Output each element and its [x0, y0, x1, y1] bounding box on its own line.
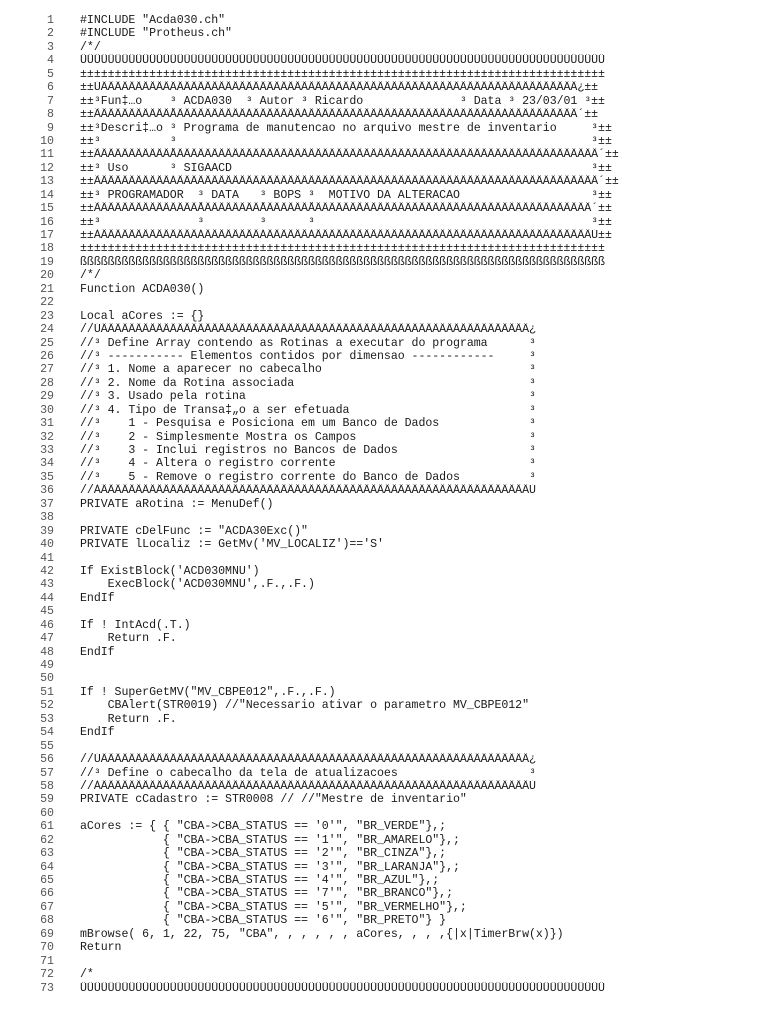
code-line — [0, 538, 768, 551]
code-line — [0, 377, 768, 390]
line-text: //ÚÄÄÄÄÄÄÄÄÄÄÄÄÄÄÄÄÄÄÄÄÄÄÄÄÄÄÄÄÄÄÄÄÄÄÄÄÄÄÄÄÄÄÄÄÄÄÄÄÄÄÄÄÄÄÄÄÄÄÄÄÄÄ¿ — [80, 323, 536, 337]
line-number: 53 — [40, 712, 54, 726]
line-text — [80, 807, 768, 820]
code-line — [0, 928, 768, 941]
line-text: #INCLUDE "Acda030.ch" — [80, 14, 226, 27]
code-line — [0, 148, 768, 161]
line-text: //ÚÄÄÄÄÄÄÄÄÄÄÄÄÄÄÄÄÄÄÄÄÄÄÄÄÄÄÄÄÄÄÄÄÄÄÄÄÄÄÄÄÄÄÄÄÄÄÄÄÄÄÄÄÄÄÄÄÄÄÄÄÄÄ¿ — [80, 753, 536, 767]
code-line — [0, 498, 768, 511]
code-line — [0, 323, 768, 336]
line-number: 30 — [40, 403, 54, 417]
line-number: 14 — [40, 188, 54, 202]
line-text: ±±³ PROGRAMADOR ³ DATA ³ BOPS ³ MOTIVO DA ALTERACAO ³±± — [80, 188, 612, 202]
code-line — [0, 847, 768, 860]
line-number: 11 — [40, 148, 54, 162]
code-line — [0, 699, 768, 712]
line-number: 9 — [47, 121, 54, 135]
line-number: 37 — [40, 497, 54, 511]
line-number: 68 — [40, 914, 54, 928]
code-line — [0, 390, 768, 403]
line-number: 8 — [47, 108, 54, 122]
line-number: 43 — [40, 578, 54, 592]
line-text: ±±ÀÄÄÄÄÄÄÄÄÄÄÄÄÄÄÁÄÄÄÄÄÄÄÄÁÄÄÄÄÄÄÁÄÄÄÄÄÄÄÄÄÄÄÄÄÄÄÄÄÄÄÄÄÄÄÄÄÄÄÄÄÄÄÄÄÄÄÄÄÄÄÄÙ±± — [80, 229, 612, 242]
line-text: mBrowse( 6, 1, 22, 75, "CBA", , , , , , aCores, , , ,{|x|TimerBrw(x)}) — [80, 927, 564, 941]
code-line — [0, 632, 768, 645]
line-number: 21 — [40, 282, 54, 296]
line-number: 24 — [40, 323, 54, 337]
line-number: 52 — [40, 699, 54, 713]
code-line — [0, 726, 768, 739]
line-number: 64 — [40, 860, 54, 874]
line-number: 35 — [40, 470, 54, 484]
line-text — [80, 740, 768, 753]
line-text: Local aCores := {} — [80, 309, 205, 323]
line-text: ±±ÃÄÄÄÄÄÄÄÄÄÄÅÄÄÄÄÄÄÄÄÄÄÁÄÄÄÄÄÄÄÁÄÄÄÄÄÄÄÄÄÄÄÄÄÄÄÄÄÄÄÄÄÁÄÄÄÄÄÄÁÄÄÄÄÄÄÄÄÄÄ´±± — [80, 108, 599, 122]
line-number: 31 — [40, 417, 54, 431]
code-line — [0, 471, 768, 484]
code-line — [0, 874, 768, 887]
code-line — [0, 310, 768, 323]
line-number: 10 — [40, 134, 54, 148]
code-line — [0, 81, 768, 94]
code-line — [0, 982, 768, 995]
line-text: CBAlert(STR0019) //"Necessario ativar o parametro MV_CBPE012" — [80, 699, 529, 713]
line-text: { "CBA->CBA_STATUS == '2'", "BR_CINZA"},; — [80, 847, 447, 861]
line-number: 28 — [40, 376, 54, 390]
line-text: //³ 1. Nome a aparecer no cabecalho ³ — [80, 363, 536, 377]
line-number: 49 — [40, 659, 54, 672]
line-text: ±±±±±±±±±±±±±±±±±±±±±±±±±±±±±±±±±±±±±±±±±±±±±±±±±±±±±±±±±±±±±±±±±±±±±±±±±±±± — [80, 242, 605, 256]
code-line — [0, 968, 768, 981]
line-number: 60 — [40, 806, 54, 820]
line-text: ±±³ ³ ³±± — [80, 134, 612, 148]
line-text: //ÀÄÄÄÄÄÄÄÄÄÄÄÄÄÄÄÄÄÄÄÄÄÄÄÄÄÄÄÄÄÄÄÄÄÄÄÄÄÄÄÄÄÄÄÄÄÄÄÄÄÄÄÄÄÄÄÄÄÄÄÄÄÄÙ — [80, 484, 536, 498]
line-number: 3 — [47, 40, 54, 54]
code-line — [0, 431, 768, 444]
line-number: 50 — [40, 672, 54, 686]
line-text: //³ 4. Tipo de Transa‡„o a ser efetuada ³ — [80, 403, 536, 417]
line-number: 63 — [40, 847, 54, 861]
line-text: //³ 3. Usado pela rotina ³ — [80, 390, 536, 404]
code-line — [0, 68, 768, 81]
line-text: ±±±±±±±±±±±±±±±±±±±±±±±±±±±±±±±±±±±±±±±±±±±±±±±±±±±±±±±±±±±±±±±±±±±±±±±±±±±± — [80, 67, 605, 81]
code-line — [0, 525, 768, 538]
line-number: 72 — [40, 968, 54, 982]
line-text: //³ 2 - Simplesmente Mostra os Campos ³ — [80, 430, 536, 444]
line-number: 71 — [40, 954, 54, 968]
line-number: 6 — [47, 81, 54, 95]
line-text: Return .F. — [80, 632, 177, 646]
line-text: //³ Define o cabecalho da tela de atualizacoes ³ — [80, 766, 536, 780]
line-number: 29 — [40, 390, 54, 404]
line-number: 45 — [40, 605, 54, 619]
line-text: ±±³ ³ ³ ³ ³±± — [80, 215, 612, 229]
line-number: 59 — [40, 793, 54, 807]
code-line — [0, 767, 768, 780]
line-text: /* — [80, 968, 94, 982]
line-text: ExecBlock('ACD030MNU',.F.,.F.) — [80, 578, 315, 592]
code-line — [0, 162, 768, 175]
line-number: 34 — [40, 457, 54, 471]
code-line — [0, 404, 768, 417]
line-number: 5 — [47, 67, 54, 81]
line-text: //ÀÄÄÄÄÄÄÄÄÄÄÄÄÄÄÄÄÄÄÄÄÄÄÄÄÄÄÄÄÄÄÄÄÄÄÄÄÄÄÄÄÄÄÄÄÄÄÄÄÄÄÄÄÄÄÄÄÄÄÄÄÄÄÙ — [80, 779, 536, 793]
line-text — [80, 552, 768, 565]
line-text: PRIVATE aRotina := MenuDef() — [80, 497, 274, 511]
code-line — [0, 740, 768, 753]
line-number: 27 — [40, 363, 54, 377]
line-number: 1 — [47, 14, 54, 27]
code-line — [0, 713, 768, 726]
line-text: If ExistBlock('ACD030MNU') — [80, 564, 260, 578]
code-line — [0, 780, 768, 793]
line-number: 44 — [40, 591, 54, 605]
code-line — [0, 955, 768, 968]
line-number: 20 — [40, 269, 54, 283]
code-line — [0, 578, 768, 591]
code-line — [0, 363, 768, 376]
line-number: 19 — [40, 255, 54, 269]
line-number: 46 — [40, 618, 54, 632]
code-line — [0, 552, 768, 565]
line-number: 38 — [40, 511, 54, 525]
line-text: If ! IntAcd(.T.) — [80, 618, 191, 632]
line-number: 57 — [40, 766, 54, 780]
code-line — [0, 807, 768, 820]
line-text: PRIVATE cDelFunc := "ACDA30Exc()" — [80, 524, 308, 538]
line-number: 56 — [40, 753, 54, 767]
line-text: ±±ÃÄÄÄÄÄÄÄÄÄÄÅÄÄÄÄÄÄÄÄÄÄÄÄÄÄÄÄÄÄÄÄÄÄÄÄÄÄÄÄÄÄÄÄÄÄÄÄÄÄÄÄÄÄÄÄÄÄÄÄÄÄÄÄÄÄÄÄÄÄÄÄÄ´±± — [80, 148, 619, 162]
line-text: //³ 4 - Altera o registro corrente ³ — [80, 457, 536, 471]
line-number: 70 — [40, 941, 54, 955]
line-text — [80, 511, 768, 524]
code-line — [0, 605, 768, 618]
code-line — [0, 216, 768, 229]
line-text: //³ Define Array contendo as Rotinas a executar do programa ³ — [80, 336, 536, 350]
line-text: ±±ÃÄÄÄÄÄÄÄÄÄÄÁÄÄÄÄÄÄÄÄÄÄÄÄÄÄÄÄÄÄÄÄÄÄÄÄÄÄÄÄÄÄÄÄÄÄÄÄÄÄÄÄÄÄÄÄÄÄÄÄÄÄÄÄÄÄÄÄÄÄÄÄÄ´±± — [80, 175, 619, 189]
code-line — [0, 269, 768, 282]
line-text: { "CBA->CBA_STATUS == '5'", "BR_VERMELHO"},; — [80, 900, 467, 914]
line-number: 18 — [40, 242, 54, 256]
line-text: ±±³Descri‡…o ³ Programa de manutencao no arquivo mestre de inventario ³±± — [80, 121, 612, 135]
line-text: { "CBA->CBA_STATUS == '7'", "BR_BRANCO"},; — [80, 887, 453, 901]
code-line — [0, 350, 768, 363]
line-number: 12 — [40, 161, 54, 175]
line-text: #INCLUDE "Protheus.ch" — [80, 27, 232, 41]
line-text: { "CBA->CBA_STATUS == '4'", "BR_AZUL"},; — [80, 874, 440, 887]
line-number: 2 — [47, 27, 54, 41]
code-line — [0, 175, 768, 188]
line-text: Function ACDA030() — [80, 282, 205, 296]
line-text: Return .F. — [80, 712, 177, 726]
code-line — [0, 592, 768, 605]
line-text: /*/ — [80, 40, 101, 54]
line-text: EndIf — [80, 726, 115, 740]
line-text — [80, 296, 768, 309]
line-number: 26 — [40, 349, 54, 363]
code-line — [0, 296, 768, 309]
line-number: 32 — [40, 430, 54, 444]
line-number: 47 — [40, 632, 54, 646]
code-listing — [0, 14, 768, 995]
line-number: 48 — [40, 645, 54, 659]
code-line — [0, 242, 768, 255]
line-number: 4 — [47, 54, 54, 68]
line-number: 73 — [40, 981, 54, 995]
line-text: ±±³ Uso ³ SIGAACD ³±± — [80, 161, 612, 175]
line-text: EndIf — [80, 591, 115, 605]
line-number: 55 — [40, 739, 54, 753]
code-line — [0, 108, 768, 121]
line-number: 41 — [40, 551, 54, 565]
line-number: 51 — [40, 685, 54, 699]
line-text: ±±³Fun‡…o ³ ACDA030 ³ Autor ³ Ricardo ³ Data ³ 23/03/01 ³±± — [80, 94, 605, 108]
code-line — [0, 135, 768, 148]
code-line — [0, 619, 768, 632]
line-text — [80, 672, 768, 685]
code-line — [0, 484, 768, 497]
line-number: 25 — [40, 336, 54, 350]
line-number: 36 — [40, 484, 54, 498]
line-text: ÜÜÜÜÜÜÜÜÜÜÜÜÜÜÜÜÜÜÜÜÜÜÜÜÜÜÜÜÜÜÜÜÜÜÜÜÜÜÜÜÜÜÜÜÜÜÜÜÜÜÜÜÜÜÜÜÜÜÜÜÜÜÜÜÜÜÜÜÜÜÜÜÜÜÜÜ — [80, 54, 605, 68]
line-text: //³ ----------- Elementos contidos por dimensao ------------ ³ — [80, 349, 536, 363]
line-text: //³ 3 - Inclui registros no Bancos de Dados ³ — [80, 444, 536, 457]
code-line — [0, 753, 768, 766]
line-text: { "CBA->CBA_STATUS == '6'", "BR_PRETO"} } — [80, 914, 447, 928]
line-text: /*/ — [80, 269, 101, 283]
line-text: //³ 1 - Pesquisa e Posiciona em um Banco de Dados ³ — [80, 417, 536, 431]
code-line — [0, 189, 768, 202]
code-line — [0, 256, 768, 269]
code-line — [0, 565, 768, 578]
code-line — [0, 793, 768, 806]
line-text: //³ 5 - Remove o registro corrente do Banco de Dados ³ — [80, 470, 536, 484]
line-number: 22 — [40, 296, 54, 310]
line-number: 16 — [40, 215, 54, 229]
line-number: 13 — [40, 175, 54, 189]
line-number: 42 — [40, 564, 54, 578]
code-line — [0, 941, 768, 954]
line-number: 23 — [40, 309, 54, 323]
line-text: aCores := { { "CBA->CBA_STATUS == '0'", "BR_VERDE"},; — [80, 820, 447, 834]
line-text: Return — [80, 941, 122, 955]
code-line — [0, 646, 768, 659]
code-line — [0, 202, 768, 215]
line-number: 58 — [40, 779, 54, 793]
line-number: 62 — [40, 833, 54, 847]
code-line — [0, 95, 768, 108]
code-line — [0, 417, 768, 430]
code-line — [0, 834, 768, 847]
line-number: 61 — [40, 820, 54, 834]
code-line — [0, 122, 768, 135]
code-line — [0, 686, 768, 699]
line-number: 7 — [47, 94, 54, 108]
line-text: EndIf — [80, 645, 115, 659]
code-line — [0, 901, 768, 914]
code-line — [0, 444, 768, 457]
code-line — [0, 457, 768, 470]
code-line — [0, 27, 768, 40]
line-number: 65 — [40, 874, 54, 887]
line-text — [80, 659, 768, 672]
line-number: 15 — [40, 202, 54, 216]
line-number: 39 — [40, 524, 54, 538]
code-line — [0, 229, 768, 242]
code-line — [0, 659, 768, 672]
line-number: 54 — [40, 726, 54, 740]
line-text: ßßßßßßßßßßßßßßßßßßßßßßßßßßßßßßßßßßßßßßßßßßßßßßßßßßßßßßßßßßßßßßßßßßßßßßßßßßßß — [80, 255, 605, 269]
line-number: 67 — [40, 900, 54, 914]
line-text — [80, 955, 768, 968]
code-line — [0, 511, 768, 524]
code-line — [0, 672, 768, 685]
line-text: ÜÜÜÜÜÜÜÜÜÜÜÜÜÜÜÜÜÜÜÜÜÜÜÜÜÜÜÜÜÜÜÜÜÜÜÜÜÜÜÜÜÜÜÜÜÜÜÜÜÜÜÜÜÜÜÜÜÜÜÜÜÜÜÜÜÜÜÜÜÜÜÜÜÜÜÜ — [80, 981, 605, 995]
line-text — [80, 605, 768, 618]
code-line — [0, 861, 768, 874]
line-text: ±±ÚÄÄÄÄÄÄÄÄÄÄÂÄÄÄÄÄÄÄÄÄÄÂÄÄÄÄÄÄÄÂÄÄÄÄÄÄÄÄÄÄÄÄÄÄÄÄÄÄÄÄÄÂÄÄÄÄÄÄÂÄÄÄÄÄÄÄÄÄÄ¿±± — [80, 81, 599, 95]
line-number: 69 — [40, 927, 54, 941]
code-line — [0, 820, 768, 833]
line-text: PRIVATE lLocaliz := GetMv('MV_LOCALIZ')=='S' — [80, 538, 384, 552]
line-text: //³ 2. Nome da Rotina associada ³ — [80, 376, 536, 390]
line-number: 33 — [40, 444, 54, 457]
line-number: 66 — [40, 887, 54, 901]
line-text: { "CBA->CBA_STATUS == '3'", "BR_LARANJA"},; — [80, 860, 460, 874]
code-line — [0, 283, 768, 296]
code-line — [0, 887, 768, 900]
code-line — [0, 41, 768, 54]
code-line — [0, 54, 768, 67]
line-text: ±±ÃÄÄÄÄÄÄÄÄÄÄÄÄÄÄÅÄÄÄÄÄÄÄÄÅÄÄÄÄÄÄÅÄÄÄÄÄÄÄÄÄÄÄÄÄÄÄÄÄÄÄÄÄÄÄÄÄÄÄÄÄÄÄÄÄÄÄÄÄÄÄÄ´±± — [80, 202, 612, 216]
code-line — [0, 14, 768, 27]
line-text: { "CBA->CBA_STATUS == '1'", "BR_AMARELO"},; — [80, 833, 460, 847]
line-number: 40 — [40, 538, 54, 552]
line-number: 17 — [40, 229, 54, 242]
code-line — [0, 337, 768, 350]
line-text: If ! SuperGetMV("MV_CBPE012",.F.,.F.) — [80, 685, 336, 699]
line-text: PRIVATE cCadastro := STR0008 // //"Mestre de inventario" — [80, 793, 467, 807]
code-line — [0, 914, 768, 927]
